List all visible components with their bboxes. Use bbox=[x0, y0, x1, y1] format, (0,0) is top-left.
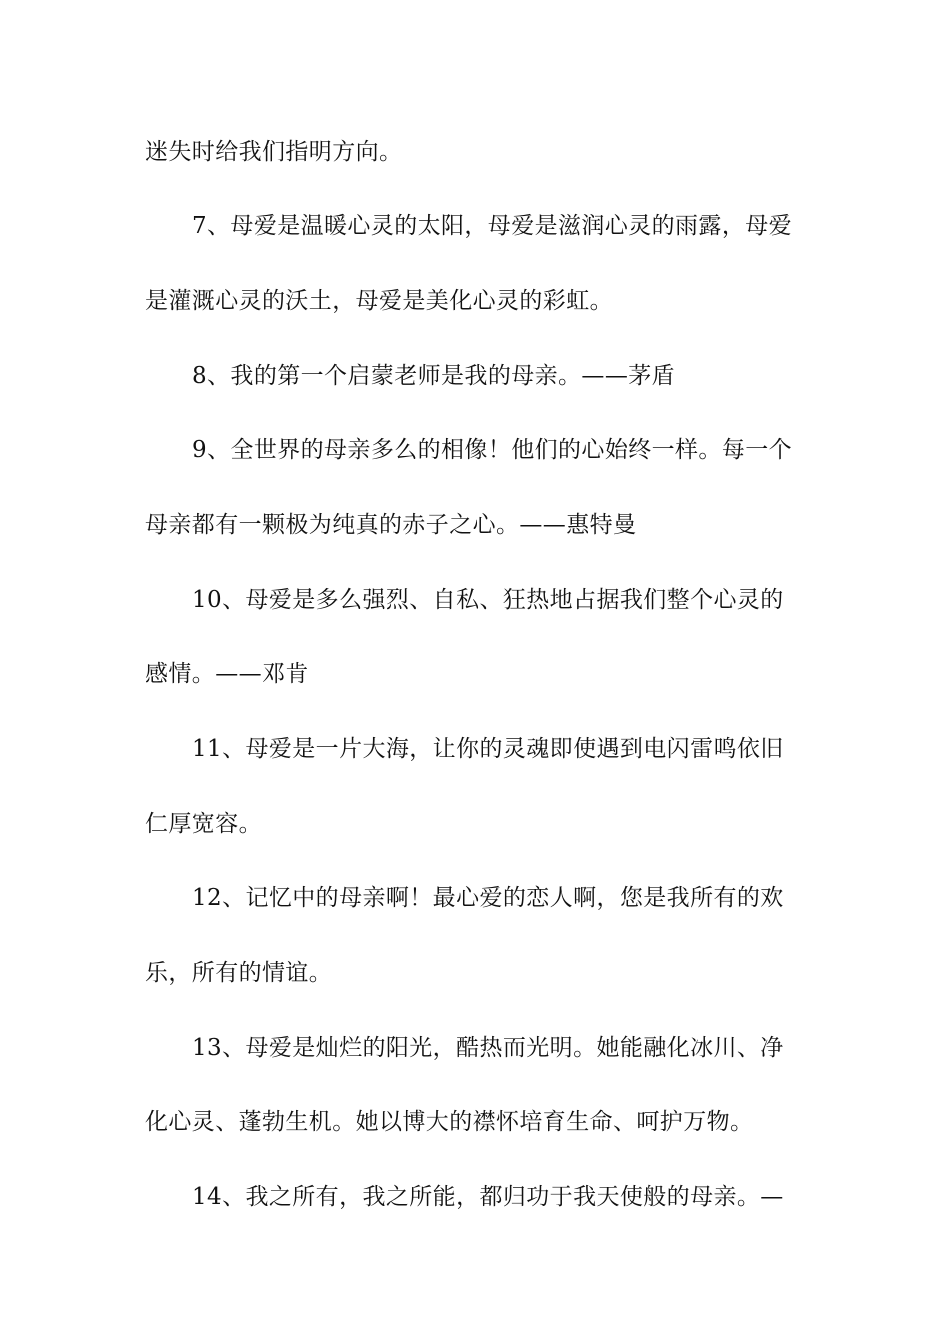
quote-11-line-2: 仁厚宽容。 bbox=[145, 811, 262, 837]
quote-11-line-1: 11、母爱是一片大海，让你的灵魂即使遇到电闪雷鸣依旧 bbox=[192, 736, 784, 762]
quote-12-line-1: 12、记忆中的母亲啊！最心爱的恋人啊，您是我所有的欢 bbox=[192, 885, 784, 911]
quote-9-line-1: 9、全世界的母亲多么的相像！他们的心始终一样。每一个 bbox=[192, 437, 793, 463]
quote-10-line-1: 10、母爱是多么强烈、自私、狂热地占据我们整个心灵的 bbox=[192, 587, 784, 613]
quote-8-line-1: 8、我的第一个启蒙老师是我的母亲。——茅盾 bbox=[192, 363, 676, 389]
quote-9-line-2: 母亲都有一颗极为纯真的赤子之心。——惠特曼 bbox=[145, 512, 637, 538]
quote-7-line-1: 7、母爱是温暖心灵的太阳，母爱是滋润心灵的雨露，母爱 bbox=[192, 213, 793, 239]
quote-12-line-2: 乐，所有的情谊。 bbox=[145, 960, 333, 986]
quote-14-line-1: 14、我之所有，我之所能，都归功于我天使般的母亲。— bbox=[192, 1184, 784, 1210]
quote-7-line-2: 是灌溉心灵的沃土，母爱是美化心灵的彩虹。 bbox=[145, 288, 613, 314]
quote-13-line-1: 13、母爱是灿烂的阳光，酷热而光明。她能融化冰川、净 bbox=[192, 1035, 784, 1061]
quote-10-line-2: 感情。——邓肯 bbox=[145, 661, 309, 687]
quote-13-line-2: 化心灵、蓬勃生机。她以博大的襟怀培育生命、呵护万物。 bbox=[145, 1109, 754, 1135]
text-line-continuation: 迷失时给我们指明方向。 bbox=[145, 139, 403, 165]
